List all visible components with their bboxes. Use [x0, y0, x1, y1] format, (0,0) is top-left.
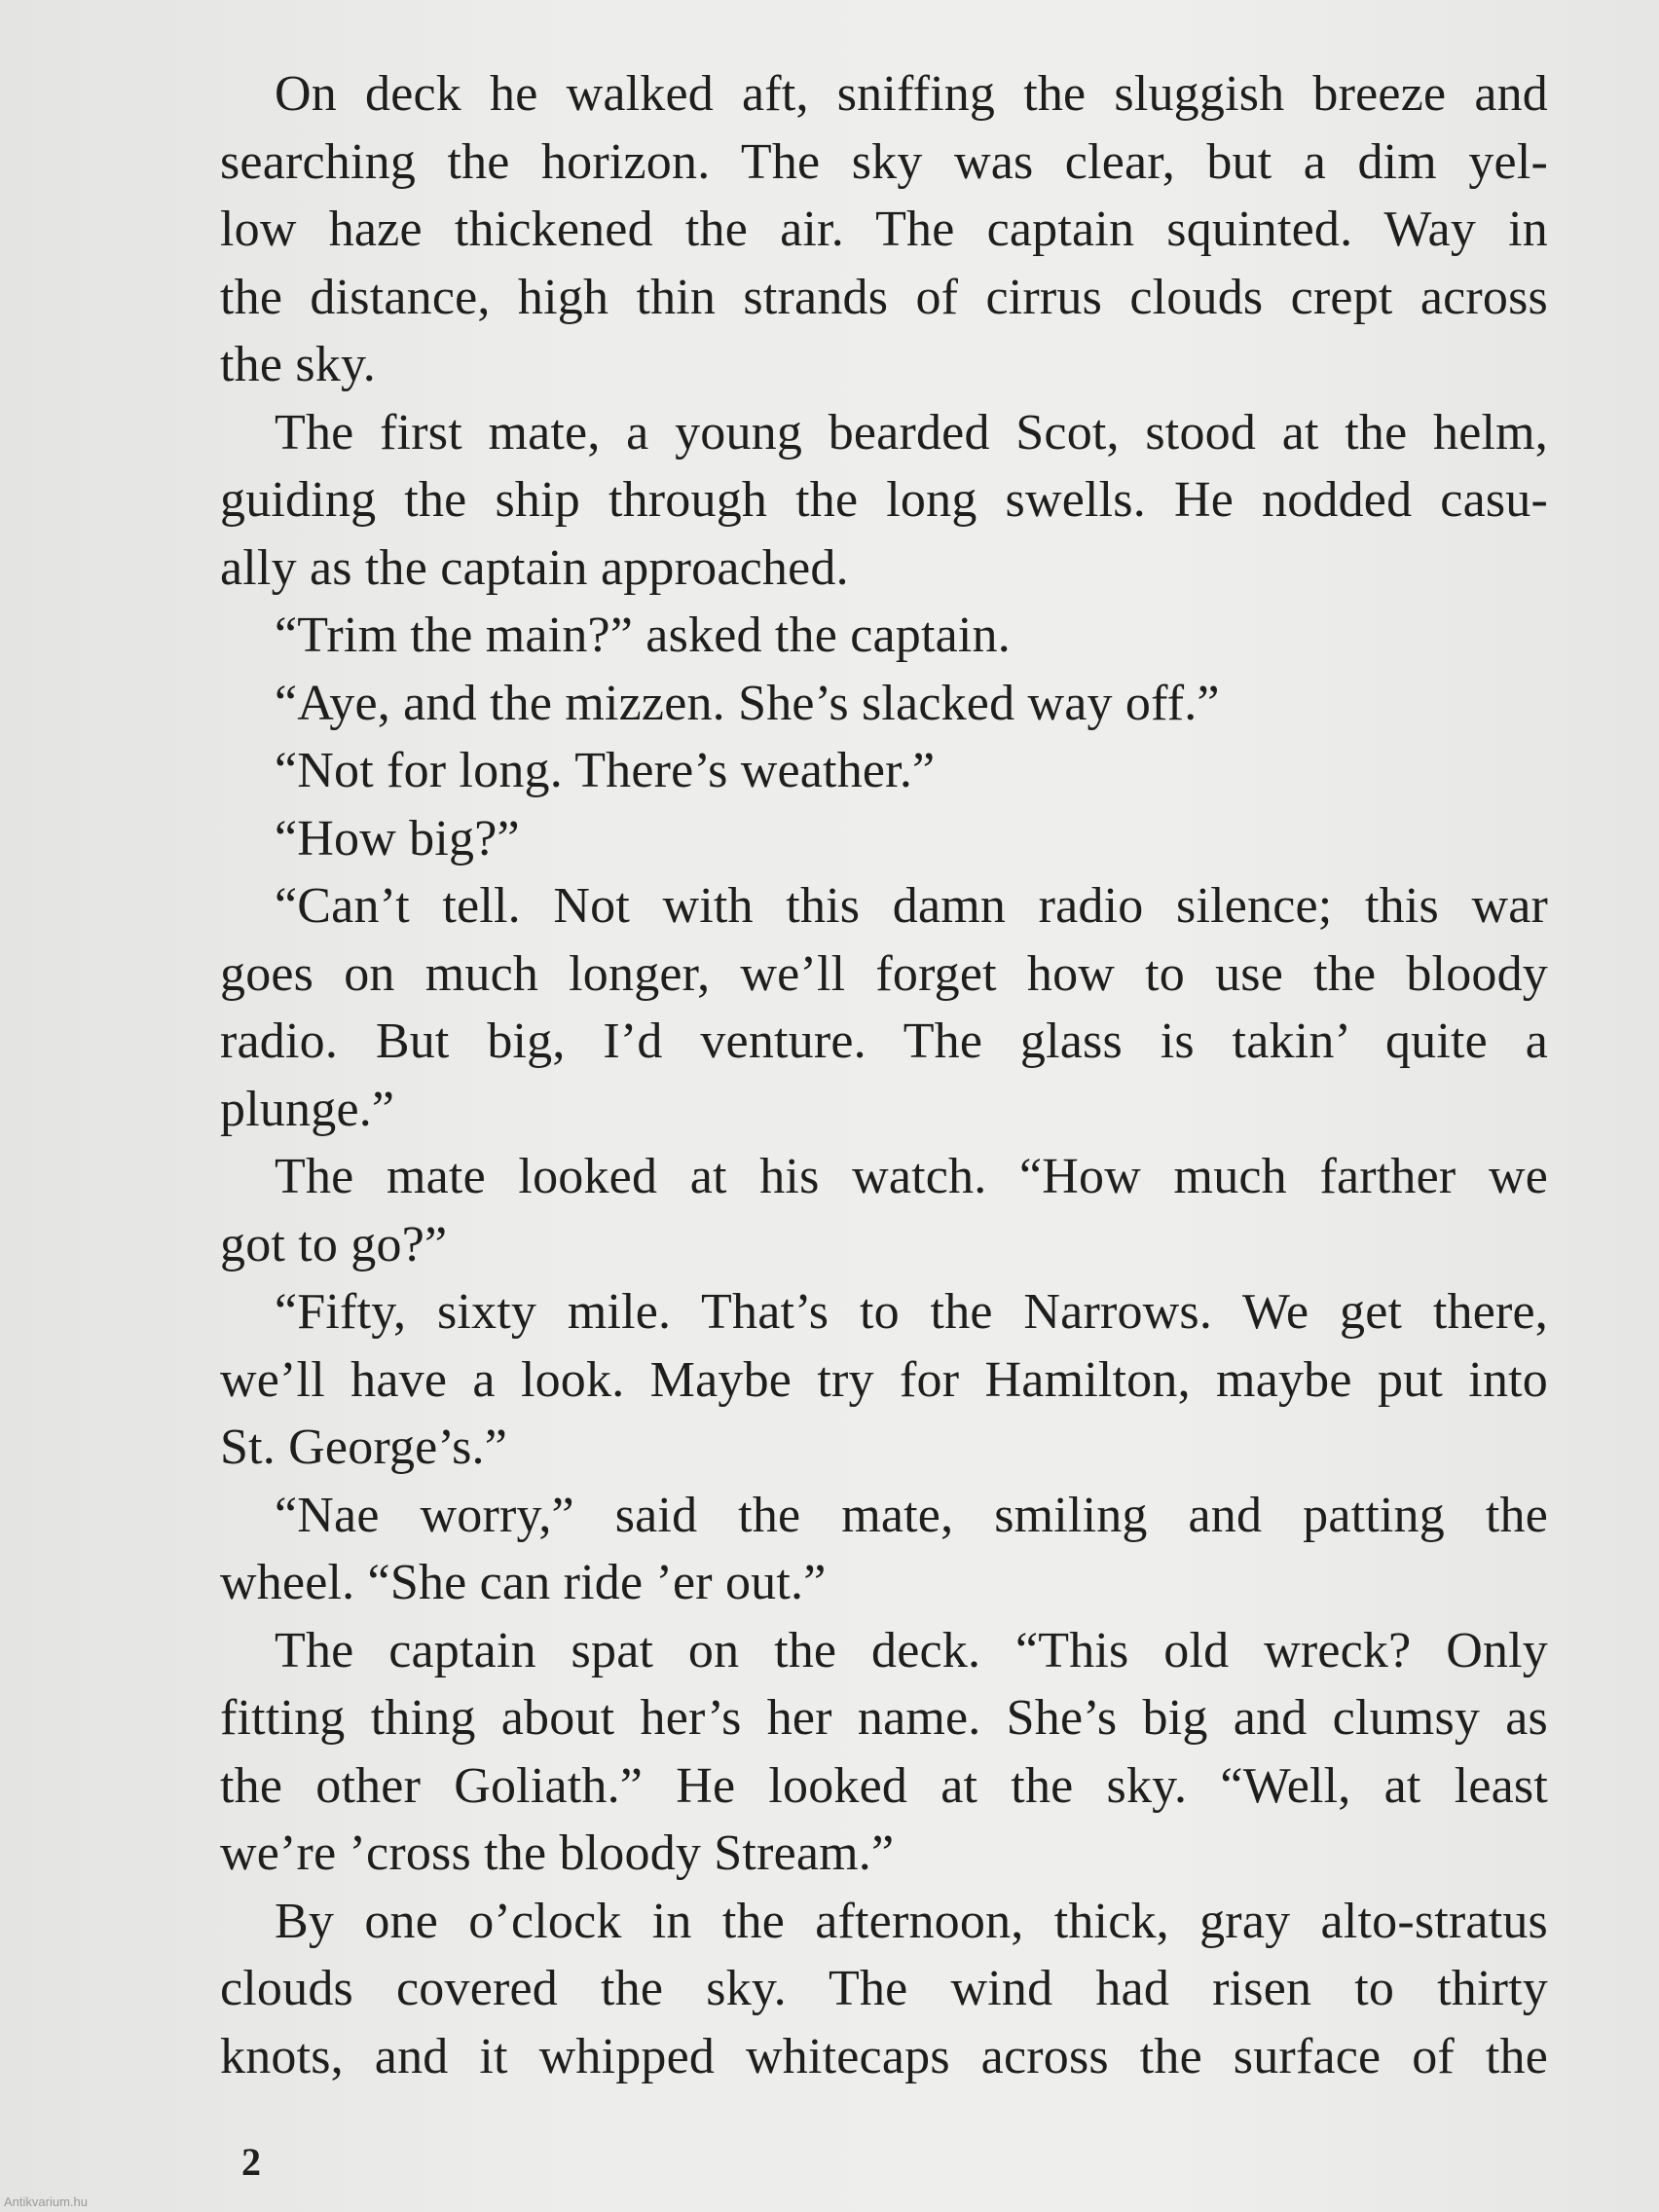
text-line: “Trim the main?” asked the captain.	[275, 608, 1011, 663]
text-line: guiding the ship through the long swells. He nodded casu-	[220, 472, 1548, 528]
text-line: got to go?”	[220, 1216, 448, 1272]
text-line: The captain spat on the deck. “This old wreck? Only	[275, 1622, 1548, 1678]
text-line: searching the horizon. The sky was clear, but a dim yel-	[220, 133, 1548, 190]
text-line: The mate looked at his watch. “How much farther we	[275, 1149, 1548, 1204]
text-line: “How big?”	[275, 810, 520, 866]
text-line: knots, and it whipped whitecaps across the surface of the	[220, 2028, 1548, 2084]
page-number: 2	[241, 2140, 261, 2184]
text-line: low haze thickened the air. The captain squinted. Way in	[220, 202, 1548, 257]
text-line: The first mate, a young bearded Scot, stood at the helm,	[275, 404, 1548, 461]
body-text	[220, 60, 1548, 2090]
text-line: fitting thing about her’s her name. She’s big and clumsy as	[220, 1690, 1548, 1746]
text-line: “Can’t tell. Not with this damn radio silence; this war	[275, 878, 1548, 934]
text-line: “Fifty, sixty mile. That’s to the Narrows. We get there,	[275, 1284, 1548, 1340]
text-line: we’ll have a look. Maybe try for Hamilton, maybe put into	[220, 1351, 1548, 1408]
text-line: the distance, high thin strands of cirrus clouds crept across	[220, 269, 1548, 325]
text-line: St. George’s.”	[220, 1419, 508, 1475]
text-line: On deck he walked aft, sniffing the sluggish breeze and	[275, 66, 1548, 122]
text-line: radio. But big, I’d venture. The glass is takin’ quite a	[220, 1014, 1548, 1069]
text-line: ally as the captain approached.	[220, 539, 849, 596]
text-line: “Nae worry,” said the mate, smiling and patting the	[275, 1487, 1548, 1543]
text-line: plunge.”	[220, 1081, 395, 1137]
text-line: goes on much longer, we’ll forget how to use the bloody	[220, 945, 1548, 1002]
text-line: “Not for long. There’s weather.”	[275, 743, 936, 798]
text-line: we’re ’cross the bloody Stream.”	[220, 1825, 895, 1881]
text-line: the other Goliath.” He looked at the sky. “Well, at least	[220, 1757, 1548, 1814]
watermark: Antikvarium.hu	[4, 2194, 88, 2209]
text-line: clouds covered the sky. The wind had risen to thirty	[220, 1961, 1548, 2016]
text-line: By one o’clock in the afternoon, thick, gray alto-stratus	[275, 1893, 1548, 1949]
text-line: wheel. “She can ride ’er out.”	[220, 1555, 827, 1610]
text-line: the sky.	[220, 337, 376, 392]
text-line: “Aye, and the mizzen. She’s slacked way off.”	[275, 675, 1220, 731]
